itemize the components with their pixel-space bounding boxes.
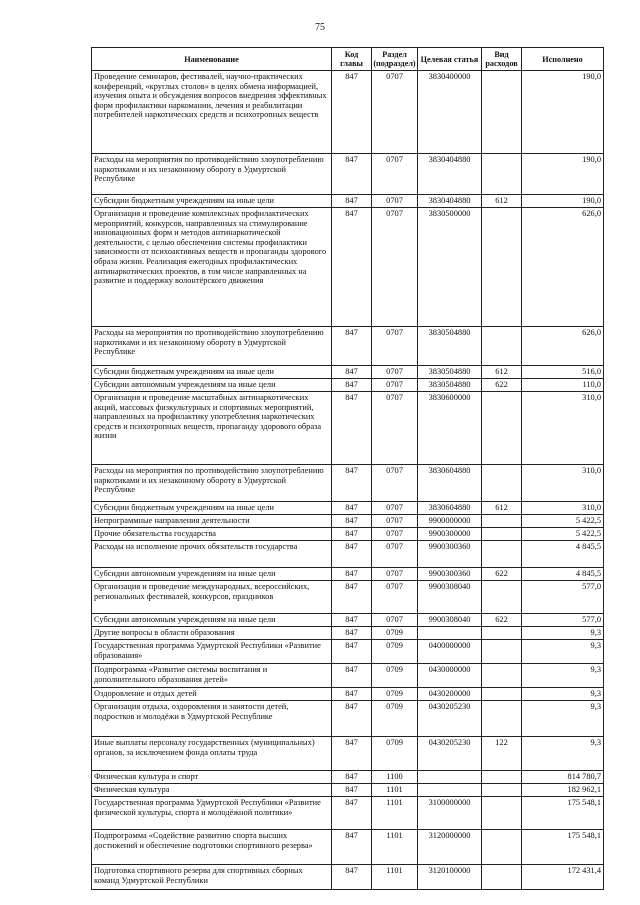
cell-section: 0709 [372,640,418,664]
cell-value: 172 431,4 [522,865,604,890]
cell-type [482,208,522,327]
cell-section: 0707 [372,327,418,366]
cell-code: 847 [332,366,372,379]
cell-target: 3830600000 [418,392,482,465]
table-row [92,195,604,208]
cell-section: 0709 [372,664,418,688]
cell-name: Иные выплаты персоналу государственных (муниципальных) органов, за исключением фонда оплаты труда [92,737,332,771]
cell-code: 847 [332,797,372,830]
cell-code: 847 [332,581,372,614]
cell-name: Организация отдыха, оздоровления и занятости детей, подростков и молодёжи в Удмуртской Республике [92,701,332,737]
cell-code: 847 [332,784,372,797]
cell-code: 847 [332,208,372,327]
cell-value: 9,3 [522,640,604,664]
cell-name: Организация и проведение комплексных профилактических мероприятий, конкурсов, направленных на стимулирование инновационных форм и методов антинаркотической деятельности, с целью обеспечения системы профилактики зависимости от психоактивных веществ и пропаганды здорового образа жизни. Реализация ежегодных профилактических антинаркотических проектов, в том числе направленных на развитие и поддержку волонтёрского движения [92,208,332,327]
cell-code: 847 [332,830,372,865]
cell-section: 1100 [372,771,418,784]
cell-code: 847 [332,327,372,366]
cell-code: 847 [332,771,372,784]
cell-code: 847 [332,568,372,581]
table-row [92,614,604,627]
cell-value: 110,0 [522,379,604,392]
cell-target [418,784,482,797]
cell-target: 3830404880 [418,195,482,208]
cell-section: 0709 [372,701,418,737]
table-row [92,797,604,830]
cell-name: Расходы на исполнение прочих обязательств государства [92,541,332,568]
cell-code: 847 [332,465,372,502]
cell-value: 9,3 [522,737,604,771]
cell-type [482,640,522,664]
cell-value: 9,3 [522,701,604,737]
cell-target: 9900300000 [418,528,482,541]
cell-name: Подпрограмма «Развитие системы воспитания и дополнительного образования детей» [92,664,332,688]
cell-section: 0707 [372,392,418,465]
cell-target: 3100000000 [418,797,482,830]
cell-value: 190,0 [522,195,604,208]
cell-code: 847 [332,664,372,688]
cell-value: 9,3 [522,627,604,640]
cell-value: 626,0 [522,208,604,327]
cell-name: Субсидии бюджетным учреждениям на иные цели [92,195,332,208]
header-name: Наименование [92,48,332,71]
page-number: 75 [315,22,325,33]
cell-section: 0709 [372,627,418,640]
cell-target: 9900000000 [418,515,482,528]
cell-code: 847 [332,379,372,392]
cell-target: 3830504880 [418,327,482,366]
cell-target: 9900300360 [418,568,482,581]
cell-value: 626,0 [522,327,604,366]
table-row [92,771,604,784]
cell-code: 847 [332,541,372,568]
table-row [92,379,604,392]
cell-section: 0707 [372,502,418,515]
header-code: Код главы [332,48,372,71]
cell-section: 0707 [372,614,418,627]
cell-value: 190,0 [522,154,604,195]
cell-code: 847 [332,737,372,771]
cell-type [482,327,522,366]
cell-value: 577,0 [522,581,604,614]
table-row [92,568,604,581]
cell-target [418,627,482,640]
cell-target: 3830400000 [418,71,482,154]
table-row [92,541,604,568]
cell-name: Организация и проведение масштабных антинаркотических акций, массовых физкультурных и спортивных мероприятий, направленных на профилактику употребления наркотических средств и психотропных веществ, пропаганду здорового образа жизни [92,392,332,465]
cell-value: 577,0 [522,614,604,627]
cell-section: 0707 [372,581,418,614]
cell-target: 3830604880 [418,502,482,515]
cell-value: 9,3 [522,688,604,701]
cell-target: 0430200000 [418,688,482,701]
cell-name: Другие вопросы в области образования [92,627,332,640]
cell-code: 847 [332,71,372,154]
header-type: Вид расходов [482,48,522,71]
cell-name: Субсидии бюджетным учреждениям на иные цели [92,366,332,379]
cell-name: Подпрограмма «Содействие развитию спорта высших достижений и обеспечение подготовки спортивного резерва» [92,830,332,865]
table-header-row [92,48,604,71]
cell-type: 612 [482,502,522,515]
cell-name: Физическая культура и спорт [92,771,332,784]
table-row [92,830,604,865]
cell-section: 0707 [372,528,418,541]
cell-name: Государственная программа Удмуртской Республики «Развитие образования» [92,640,332,664]
cell-type [482,392,522,465]
cell-type [482,701,522,737]
cell-section: 0707 [372,154,418,195]
cell-value: 5 422,5 [522,515,604,528]
cell-section: 0707 [372,195,418,208]
cell-code: 847 [332,528,372,541]
budget-table [91,47,604,890]
cell-code: 847 [332,515,372,528]
cell-name: Субсидии автономным учреждениям на иные цели [92,379,332,392]
cell-value: 175 548,1 [522,830,604,865]
cell-type [482,830,522,865]
cell-target: 3830504880 [418,366,482,379]
cell-value: 182 962,1 [522,784,604,797]
cell-target [418,771,482,784]
header-target: Целевая статья [418,48,482,71]
table-row [92,664,604,688]
cell-code: 847 [332,614,372,627]
cell-name: Подготовка спортивного резерва для спортивных сборных команд Удмуртской Республики [92,865,332,890]
cell-section: 1101 [372,784,418,797]
table-row [92,327,604,366]
cell-code: 847 [332,502,372,515]
cell-target: 3830404880 [418,154,482,195]
cell-value: 9,3 [522,664,604,688]
cell-section: 0707 [372,541,418,568]
cell-value: 814 780,7 [522,771,604,784]
cell-section: 0707 [372,515,418,528]
cell-target: 3830604880 [418,465,482,502]
cell-section: 0709 [372,688,418,701]
cell-section: 0707 [372,568,418,581]
cell-name: Физическая культура [92,784,332,797]
cell-target: 9900308040 [418,581,482,614]
table-row [92,737,604,771]
cell-target: 9900308040 [418,614,482,627]
cell-name: Проведение семинаров, фестивалей, научно-практических конференций, «круглых столов» в целях обмена информацией, изучения опыта и обсуждения вопросов внедрения эффективных форм профилактики наркомании, лечения и реабилитации потребителей наркотических средств и психотропных веществ [92,71,332,154]
cell-type: 622 [482,379,522,392]
cell-type [482,784,522,797]
cell-value: 310,0 [522,392,604,465]
table-row [92,71,604,154]
cell-code: 847 [332,701,372,737]
cell-type [482,797,522,830]
cell-type [482,541,522,568]
cell-name: Субсидии автономным учреждениям на иные цели [92,568,332,581]
cell-target: 3830500000 [418,208,482,327]
cell-value: 4 845,5 [522,541,604,568]
cell-name: Расходы на мероприятия по противодействию злоупотреблению наркотиками и их незаконному обороту в Удмуртской Республике [92,327,332,366]
cell-name: Субсидии бюджетным учреждениям на иные цели [92,502,332,515]
cell-target: 9900300360 [418,541,482,568]
cell-value: 190,0 [522,71,604,154]
cell-name: Прочие обязательства государства [92,528,332,541]
cell-section: 1101 [372,797,418,830]
table-row [92,627,604,640]
cell-name: Расходы на мероприятия по противодействию злоупотреблению наркотиками и их незаконному обороту в Удмуртской Республике [92,465,332,502]
cell-name: Государственная программа Удмуртской Республики «Развитие физической культуры, спорта и молодёжной политики» [92,797,332,830]
table-row [92,366,604,379]
cell-type [482,664,522,688]
cell-type: 122 [482,737,522,771]
header-value: Исполнено [522,48,604,71]
cell-code: 847 [332,392,372,465]
cell-type [482,627,522,640]
cell-code: 847 [332,640,372,664]
cell-value: 175 548,1 [522,797,604,830]
cell-section: 0707 [372,71,418,154]
cell-type: 612 [482,195,522,208]
table-row [92,701,604,737]
cell-section: 0707 [372,366,418,379]
cell-name: Субсидии автономным учреждениям на иные цели [92,614,332,627]
cell-target: 0400000000 [418,640,482,664]
cell-code: 847 [332,627,372,640]
cell-name: Организация и проведение международных, всероссийских, региональных фестивалей, конкурсов, праздников [92,581,332,614]
cell-code: 847 [332,865,372,890]
cell-code: 847 [332,688,372,701]
table-row [92,392,604,465]
table-row [92,528,604,541]
cell-section: 0709 [372,737,418,771]
table-row [92,581,604,614]
table-row [92,208,604,327]
cell-value: 310,0 [522,465,604,502]
cell-section: 1101 [372,865,418,890]
cell-code: 847 [332,154,372,195]
cell-type: 622 [482,568,522,581]
cell-target: 0430000000 [418,664,482,688]
table-row [92,515,604,528]
cell-target: 3120000000 [418,830,482,865]
cell-type [482,515,522,528]
cell-type [482,865,522,890]
cell-type [482,154,522,195]
cell-target: 3120100000 [418,865,482,890]
cell-section: 0707 [372,465,418,502]
cell-value: 516,0 [522,366,604,379]
cell-type [482,71,522,154]
cell-type [482,465,522,502]
cell-type: 612 [482,366,522,379]
cell-name: Расходы на мероприятия по противодействию злоупотреблению наркотиками и их незаконному обороту в Удмуртской Республике [92,154,332,195]
table-row [92,640,604,664]
cell-section: 0707 [372,379,418,392]
cell-value: 5 422,5 [522,528,604,541]
table-row [92,465,604,502]
cell-type [482,581,522,614]
cell-type [482,771,522,784]
cell-target: 0430205230 [418,701,482,737]
cell-name: Оздоровление и отдых детей [92,688,332,701]
table-row [92,865,604,890]
cell-type [482,528,522,541]
table-row [92,784,604,797]
table-row [92,502,604,515]
table-row [92,154,604,195]
header-section: Раздел (подраздел) [372,48,418,71]
cell-section: 0707 [372,208,418,327]
cell-type [482,688,522,701]
cell-name: Непрограммные направления деятельности [92,515,332,528]
cell-target: 3830504880 [418,379,482,392]
cell-value: 310,0 [522,502,604,515]
cell-code: 847 [332,195,372,208]
cell-type: 622 [482,614,522,627]
cell-section: 1101 [372,830,418,865]
cell-target: 0430205230 [418,737,482,771]
cell-value: 4 845,5 [522,568,604,581]
table-row [92,688,604,701]
